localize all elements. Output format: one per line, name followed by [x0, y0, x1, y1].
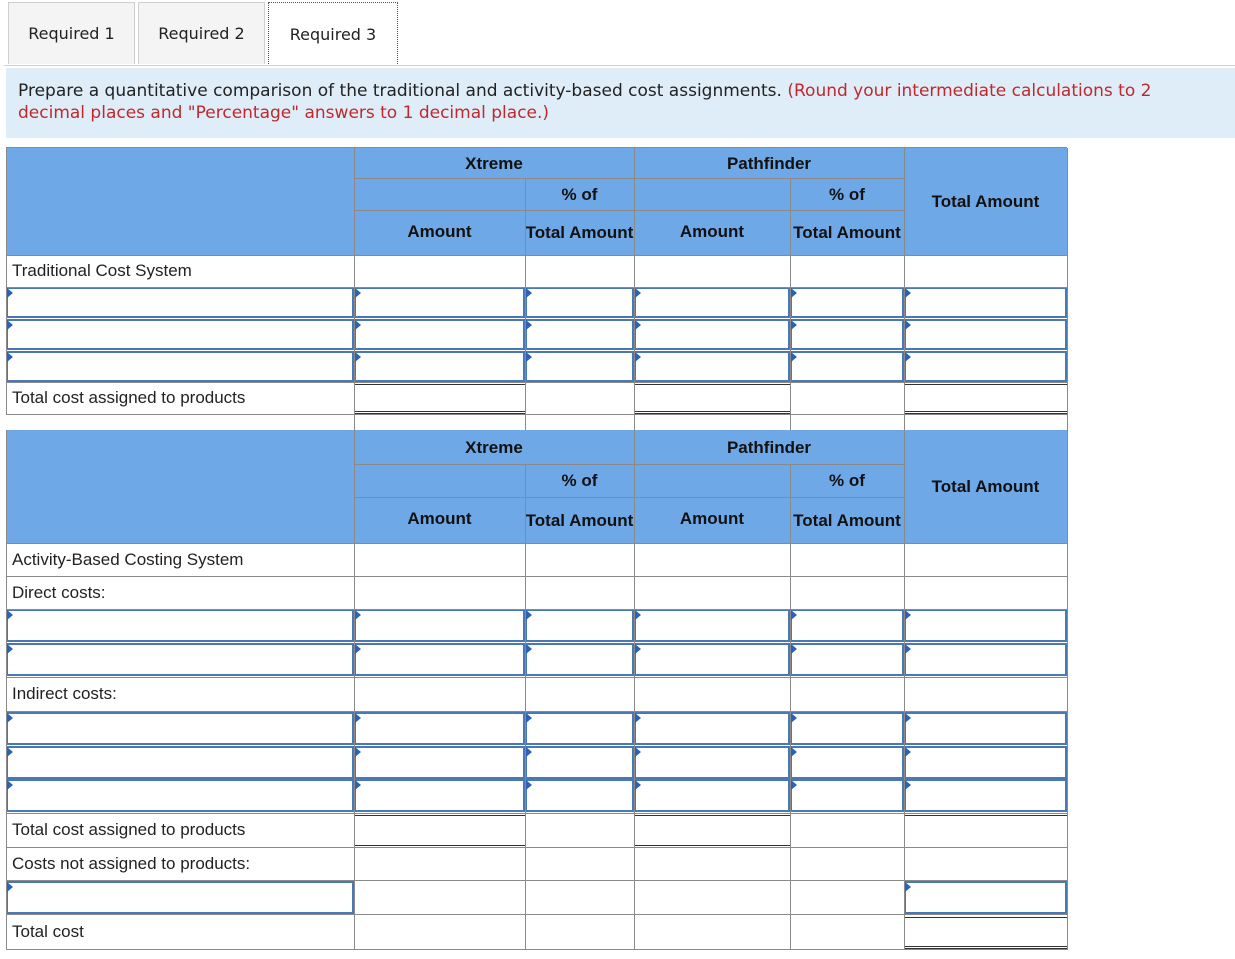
- direct-costs-label: Direct costs:: [12, 582, 106, 602]
- grid-line: [6, 430, 7, 950]
- grid-line: [354, 430, 355, 543]
- grid-line: [790, 178, 791, 255]
- grid-line: [354, 543, 355, 950]
- grid-line: [790, 543, 791, 950]
- tab-divider: [4, 65, 1235, 66]
- traditional-row3-pathfinder-amount-input[interactable]: [634, 351, 790, 382]
- indirect-row1-xtreme-pct-input[interactable]: [525, 712, 634, 745]
- indirect-row3-total-input[interactable]: [904, 779, 1067, 812]
- header-amount-pathfinder-2: Amount: [634, 464, 790, 543]
- indirect-row1-pathfinder-amount-input[interactable]: [634, 712, 790, 745]
- grid-line: [634, 543, 635, 950]
- traditional-row2-label-input[interactable]: [6, 319, 354, 350]
- grid-line: [6, 414, 1067, 415]
- grid-line: [6, 382, 1067, 383]
- grid-line: [354, 148, 355, 255]
- grid-line: [6, 148, 7, 415]
- header-xtreme-1: Xtreme: [354, 148, 634, 178]
- header-pct-pathfinder-1: % of: [790, 178, 904, 210]
- direct-row2-xtreme-amount-input[interactable]: [354, 643, 525, 676]
- direct-row1-pathfinder-amount-input[interactable]: [634, 609, 790, 642]
- traditional-row3-pathfinder-pct-input[interactable]: [790, 351, 904, 382]
- direct-row1-total-input[interactable]: [904, 609, 1067, 642]
- direct-row2-xtreme-pct-input[interactable]: [525, 643, 634, 676]
- indirect-row3-xtreme-pct-input[interactable]: [525, 779, 634, 812]
- traditional-row1-xtreme-pct-input[interactable]: [525, 287, 634, 318]
- traditional-total-label: Total cost assigned to products: [12, 388, 246, 407]
- grid-line: [6, 880, 1067, 881]
- indirect-row3-xtreme-amount-input[interactable]: [354, 779, 525, 812]
- abc-system-label: Activity-Based Costing System: [12, 549, 244, 569]
- costs-not-assigned-label: Costs not assigned to products:: [12, 854, 251, 873]
- grid-line: [1067, 430, 1068, 950]
- indirect-row2-total-input[interactable]: [904, 746, 1067, 779]
- traditional-row3-label-input[interactable]: [6, 351, 354, 382]
- traditional-row2-pathfinder-amount-input[interactable]: [634, 319, 790, 350]
- grid-line: [634, 430, 635, 543]
- grid-line: [6, 847, 1067, 848]
- traditional-row2-total-input[interactable]: [904, 319, 1067, 350]
- indirect-row2-xtreme-amount-input[interactable]: [354, 746, 525, 779]
- sum-line: [634, 384, 790, 385]
- header-amount-xtreme-1: Amount: [354, 178, 525, 255]
- traditional-row2-xtreme-amount-input[interactable]: [354, 319, 525, 350]
- tab-required-1[interactable]: Required 1: [8, 2, 135, 64]
- grid-line: [904, 255, 905, 430]
- grid-line: [1067, 148, 1068, 430]
- header-blank-1: [6, 148, 354, 255]
- tab-required-3[interactable]: Required 3: [268, 2, 398, 66]
- direct-row1-xtreme-amount-input[interactable]: [354, 609, 525, 642]
- header-xtreme-2: Xtreme: [354, 430, 634, 464]
- tab-required-2[interactable]: Required 2: [138, 2, 265, 64]
- indirect-row3-pathfinder-amount-input[interactable]: [634, 779, 790, 812]
- total-cost-label: Total cost: [12, 922, 84, 941]
- traditional-row3-total-input[interactable]: [904, 351, 1067, 382]
- grid-line: [525, 255, 526, 430]
- traditional-row2-pathfinder-pct-input[interactable]: [790, 319, 904, 350]
- indirect-row2-label-input[interactable]: [6, 746, 354, 779]
- indirect-row2-pathfinder-pct-input[interactable]: [790, 746, 904, 779]
- traditional-row3-xtreme-pct-input[interactable]: [525, 351, 634, 382]
- traditional-cost-system-label: Traditional Cost System: [12, 261, 192, 280]
- grid-line: [904, 148, 905, 255]
- header-total-amount-pathfinder-2: Total Amount: [790, 497, 904, 543]
- grid-line: [525, 543, 526, 950]
- grid-line: [6, 287, 1067, 288]
- sum-line: [634, 815, 790, 816]
- traditional-row1-pathfinder-amount-input[interactable]: [634, 287, 790, 318]
- grid-line: [6, 147, 1067, 148]
- grid-line: [6, 711, 1067, 712]
- instruction-text: Prepare a quantitative comparison of the traditional and activity-based cost assignments.: [18, 81, 782, 101]
- direct-row1-pathfinder-pct-input[interactable]: [790, 609, 904, 642]
- grid-line: [904, 543, 905, 950]
- sum-line: [354, 384, 525, 385]
- direct-row2-pathfinder-amount-input[interactable]: [634, 643, 790, 676]
- header-pct-xtreme-1: % of: [525, 178, 634, 210]
- indirect-costs-label: Indirect costs:: [12, 684, 117, 703]
- header-pct-pathfinder-2: % of: [790, 464, 904, 497]
- abc-total-assigned-label: Total cost assigned to products: [12, 820, 246, 839]
- grid-line: [634, 255, 635, 430]
- header-total-amount-pathfinder-1: Total Amount: [790, 210, 904, 255]
- grid-line: [6, 914, 1067, 915]
- grid-line: [6, 949, 1067, 950]
- direct-row2-total-input[interactable]: [904, 643, 1067, 676]
- header-total-amount-xtreme-2: Total Amount: [525, 497, 634, 543]
- traditional-row1-total-input[interactable]: [904, 287, 1067, 318]
- grid-line: [525, 464, 526, 543]
- traditional-row1-pathfinder-pct-input[interactable]: [790, 287, 904, 318]
- indirect-row1-xtreme-amount-input[interactable]: [354, 712, 525, 745]
- sum-line: [354, 815, 525, 816]
- header-amount-xtreme-2: Amount: [354, 464, 525, 543]
- indirect-row1-label-input[interactable]: [6, 712, 354, 745]
- not-assigned-total-input[interactable]: [904, 881, 1067, 914]
- grid-line: [6, 609, 1067, 610]
- grid-line: [354, 464, 904, 465]
- grid-line: [354, 210, 904, 211]
- header-total-amount-1: Total Amount: [904, 148, 1067, 255]
- traditional-row2-xtreme-pct-input[interactable]: [525, 319, 634, 350]
- direct-row1-label-input[interactable]: [6, 609, 354, 642]
- instruction-panel: [6, 68, 1235, 138]
- grid-line: [354, 255, 355, 430]
- grid-line: [6, 255, 1067, 256]
- rounding-note: (Round your intermediate calculations to 2 decimal places and "Percentage" answers to 1 decimal place.): [18, 81, 1152, 123]
- grid-line: [6, 543, 1067, 544]
- sum-line: [904, 384, 1067, 385]
- header-total-amount-xtreme-1: Total Amount: [525, 210, 634, 255]
- header-amount-pathfinder-1: Amount: [634, 178, 790, 255]
- header-pct-xtreme-2: % of: [525, 464, 634, 497]
- grid-line: [6, 576, 1067, 577]
- indirect-row3-label-input[interactable]: [6, 779, 354, 812]
- grid-line: [6, 677, 1067, 678]
- header-blank-2: [6, 430, 354, 543]
- indirect-row2-xtreme-pct-input[interactable]: [525, 746, 634, 779]
- grid-line: [904, 430, 905, 543]
- sum-line: [904, 815, 1067, 816]
- grid-line: [354, 178, 904, 179]
- traditional-row1-xtreme-amount-input[interactable]: [354, 287, 525, 318]
- sum-line: [904, 917, 1067, 918]
- direct-row2-pathfinder-pct-input[interactable]: [790, 643, 904, 676]
- indirect-row1-pathfinder-pct-input[interactable]: [790, 712, 904, 745]
- grid-line: [354, 497, 904, 498]
- header-total-amount-2: Total Amount: [904, 430, 1067, 543]
- traditional-row3-xtreme-amount-input[interactable]: [354, 351, 525, 382]
- grid-line: [525, 178, 526, 255]
- grid-line: [790, 255, 791, 430]
- header-pathfinder-2: Pathfinder: [634, 430, 904, 464]
- traditional-row1-label-input[interactable]: [6, 287, 354, 318]
- header-pathfinder-1: Pathfinder: [634, 148, 904, 178]
- indirect-row2-pathfinder-amount-input[interactable]: [634, 746, 790, 779]
- grid-line: [6, 813, 1067, 814]
- direct-row2-label-input[interactable]: [6, 643, 354, 676]
- grid-line: [634, 148, 635, 255]
- not-assigned-label-input[interactable]: [6, 881, 354, 914]
- grid-line: [790, 464, 791, 543]
- indirect-row3-pathfinder-pct-input[interactable]: [790, 779, 904, 812]
- indirect-row1-total-input[interactable]: [904, 712, 1067, 745]
- direct-row1-xtreme-pct-input[interactable]: [525, 609, 634, 642]
